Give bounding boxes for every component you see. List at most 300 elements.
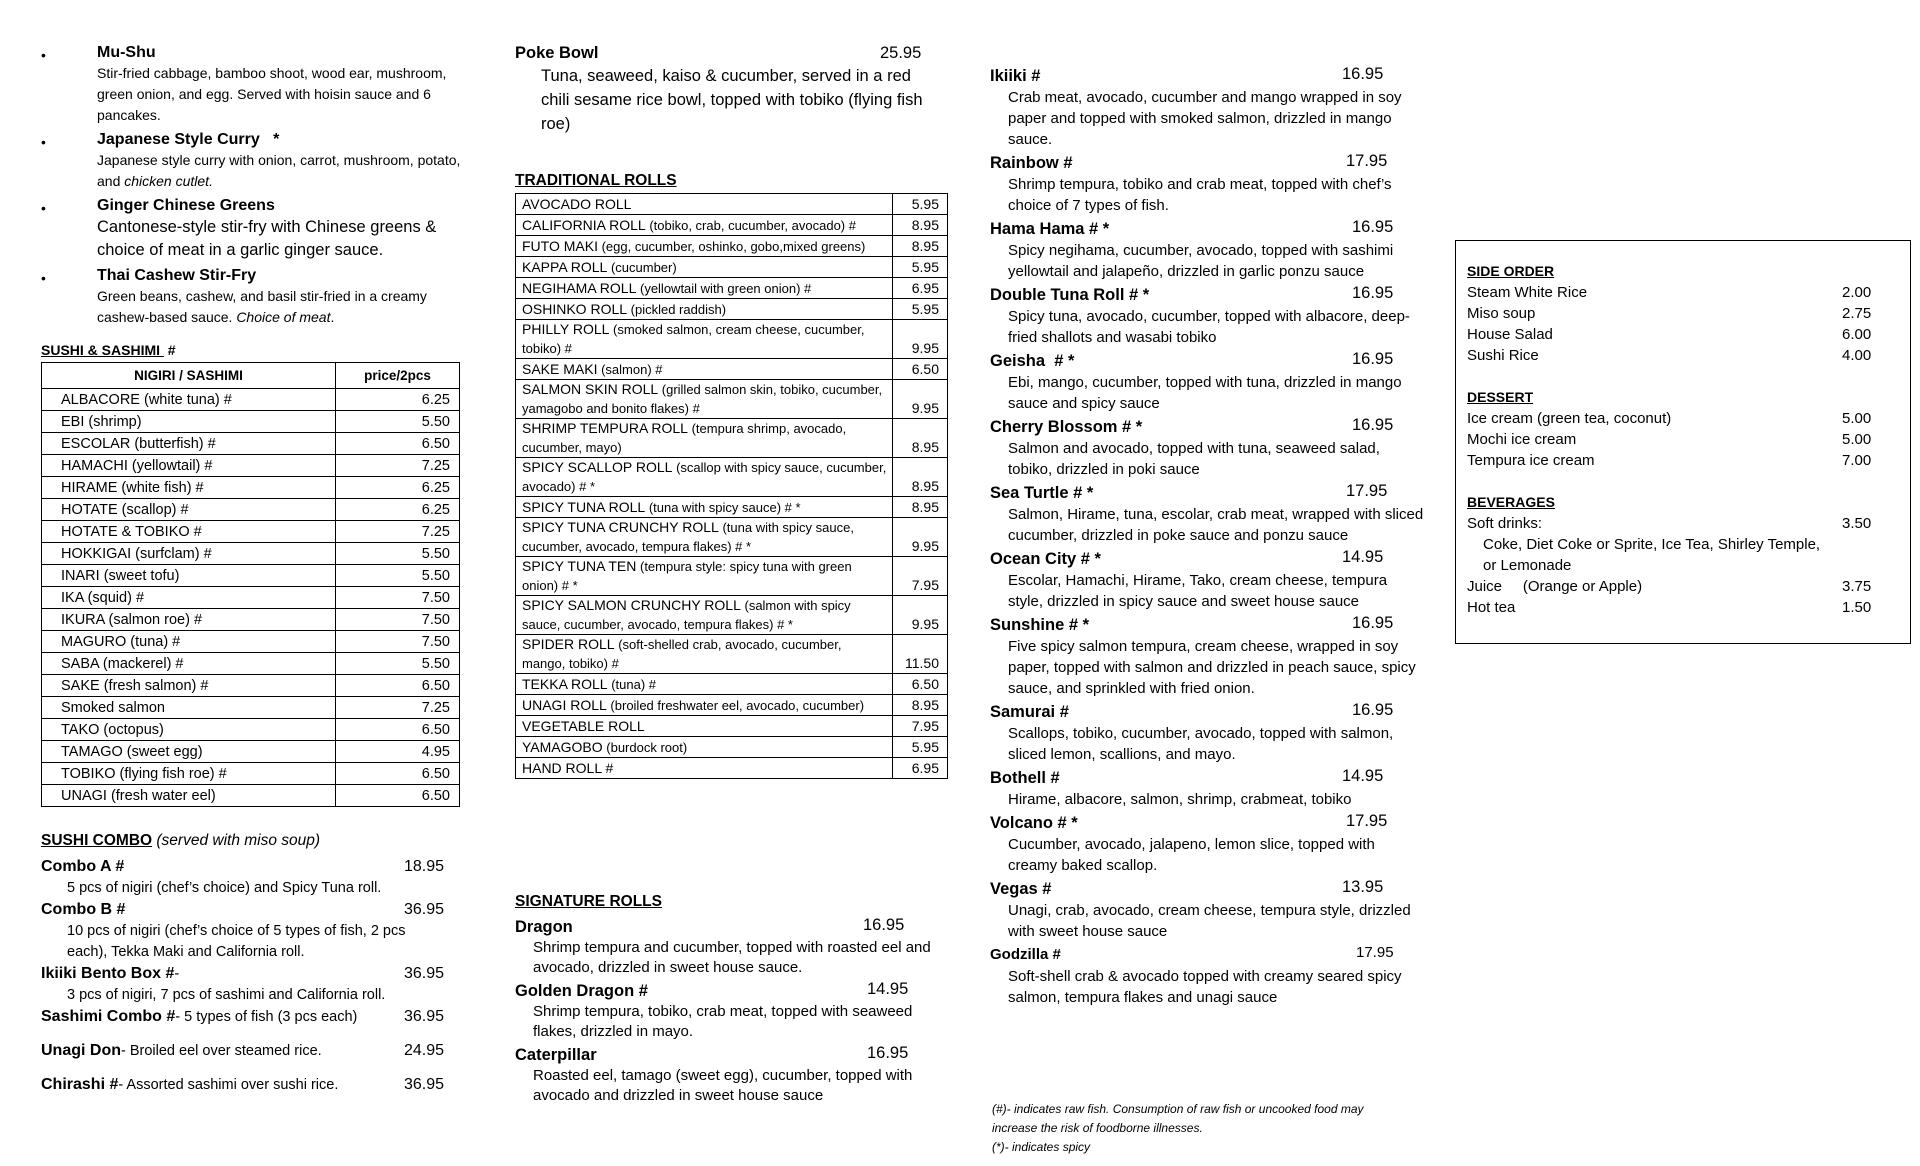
table-row (42, 543, 460, 565)
combo-price: 18.95 (404, 858, 445, 875)
roll-price: 5.95 (893, 194, 948, 215)
roll-name-cell (516, 695, 893, 716)
dessert-item (1467, 408, 1872, 429)
roll-name-cell (516, 257, 893, 278)
dessert-heading: DESSERT (1467, 389, 1534, 405)
roll-title: Sea Turtle # * (990, 484, 1094, 502)
roll-price: 6.95 (893, 758, 948, 779)
combo-list (41, 856, 471, 1096)
item-price: 2.75 (1842, 305, 1872, 322)
roll-price: 17.95 (1346, 812, 1388, 830)
roll-name-cell (516, 278, 893, 299)
signature-roll (990, 767, 1430, 810)
table-row (516, 557, 948, 596)
nigiri-name: EBI (shrimp) (42, 411, 336, 433)
roll-mark: # (608, 656, 619, 671)
roll-mark: # * (575, 479, 595, 494)
roll-detail: (soft-shelled crab, avocado, cucumber, mango, tobiko) (522, 637, 842, 671)
roll-name: SPICY TUNA ROLL (522, 499, 646, 515)
roll-description: Unagi, crab, avocado, cream cheese, tempura style, drizzled with sweet house sauce (1008, 902, 1411, 940)
roll-price: 16.95 (1342, 65, 1384, 83)
roll-title: Samurai # (990, 703, 1069, 721)
roll-price: 16.95 (1352, 701, 1394, 719)
signature-roll (990, 482, 1430, 546)
traditional-rolls-table (515, 193, 948, 779)
bullet: • (41, 200, 46, 216)
nigiri-price: 7.50 (336, 631, 460, 653)
roll-description: Ebi, mango, cucumber, topped with tuna, drizzled in mango sauce and spicy sauce (1008, 374, 1402, 412)
item-title: Ginger Chinese Greens (97, 197, 275, 214)
roll-detail: (burdock root) (602, 740, 688, 755)
beverage-juice: Juice (Orange or Apple) 3.75 (1467, 578, 1872, 595)
beverage-soft-drinks: Soft drinks: 3.50 (1467, 515, 1872, 532)
menu-item-ginger-greens (41, 195, 527, 262)
roll-name: OSHINKO ROLL (522, 301, 628, 317)
nigiri-price: 7.25 (336, 455, 460, 477)
nigiri-price: 5.50 (336, 565, 460, 587)
bullet: • (41, 47, 46, 63)
roll-name: SALMON SKIN ROLL (522, 381, 659, 397)
roll-price: 16.95 (1352, 284, 1394, 302)
roll-title: Sunshine # * (990, 616, 1090, 634)
combo-price: 36.95 (404, 901, 445, 918)
roll-title: Godzilla # (990, 946, 1061, 963)
roll-name: SPICY SALMON CRUNCHY ROLL (522, 597, 741, 613)
roll-name: HAND ROLL # (522, 760, 614, 776)
item-name: Sushi Rice (1467, 347, 1539, 364)
table-row (42, 719, 460, 741)
table-row (42, 433, 460, 455)
nigiri-price: 5.50 (336, 411, 460, 433)
table-row (42, 609, 460, 631)
item-price: 2.00 (1842, 284, 1872, 301)
roll-price: 5.95 (893, 257, 948, 278)
roll-price: 8.95 (893, 458, 948, 497)
roll-price: 8.95 (893, 695, 948, 716)
roll-price: 6.95 (893, 278, 948, 299)
roll-name-cell (516, 458, 893, 497)
roll-price: 17.95 (1356, 944, 1394, 961)
item-price: 4.00 (1842, 347, 1872, 364)
side-order-heading: SIDE ORDER (1467, 263, 1555, 279)
table-row (42, 763, 460, 785)
roll-title: Double Tuna Roll # * (990, 286, 1150, 304)
table-row (516, 215, 948, 236)
combo-price: 36.95 (404, 965, 445, 982)
table-row (516, 596, 948, 635)
nigiri-name: HOTATE & TOBIKO # (42, 521, 336, 543)
combo-item (41, 963, 471, 1006)
item-price: 5.00 (1842, 410, 1872, 427)
nigiri-price: 7.50 (336, 587, 460, 609)
roll-title: Hama Hama # * (990, 220, 1110, 238)
nigiri-name: ESCOLAR (butterfish) # (42, 433, 336, 455)
roll-name: SHRIMP TEMPURA ROLL (522, 420, 688, 436)
roll-mark: # (651, 362, 663, 377)
signature-roll (990, 548, 1430, 612)
combo-inline-desc: - 5 types of fish (3 pcs each) (175, 1009, 358, 1025)
dessert-item (1467, 429, 1872, 450)
roll-title: Ocean City # * (990, 550, 1101, 568)
signature-roll (990, 416, 1430, 480)
table-row (42, 587, 460, 609)
item-description: Cantonese-style stir-fry with Chinese greens & choice of meat in a garlic ginger sauce. (97, 218, 437, 259)
item-description: Stir-fried cabbage, bamboo shoot, wood ear, mushroom, green onion, and egg. Served with hoisin sauce and 6 pancakes. (97, 65, 447, 123)
roll-price: 16.95 (863, 916, 905, 934)
roll-mark: # * (781, 500, 801, 515)
roll-detail: (tobiko, crab, cucumber, avocado) (645, 218, 846, 233)
nigiri-name: HAMACHI (yellowtail) # (42, 455, 336, 477)
roll-mark: # (561, 341, 572, 356)
table-row (516, 359, 948, 380)
roll-price: 8.95 (893, 419, 948, 458)
nigiri-price: 5.50 (336, 543, 460, 565)
roll-name-cell (516, 380, 893, 419)
sushi-combo-heading: SUSHI COMBO (served with miso soup) (41, 832, 321, 849)
combo-price: 24.95 (404, 1042, 445, 1059)
roll-detail: (tuna with spicy sauce, cucumber, avocado, tempura flakes) (522, 520, 854, 554)
table-row (516, 716, 948, 737)
roll-name-cell (516, 320, 893, 359)
roll-name-cell (516, 518, 893, 557)
signature-roll (515, 980, 945, 1042)
roll-description: Soft-shell crab & avocado topped with creamy seared spicy salmon, tempura flakes and unagi sauce (1008, 968, 1402, 1006)
roll-detail: (smoked salmon, cream cheese, cucumber, tobiko) (522, 322, 865, 356)
roll-title: Golden Dragon # (515, 982, 648, 1000)
item-title: Mu-Shu (97, 44, 156, 61)
signature-roll (990, 65, 1430, 150)
item-description-italic: Choice of meat (236, 309, 331, 325)
table-row (516, 635, 948, 674)
nigiri-price: 6.50 (336, 719, 460, 741)
nigiri-name: IKA (squid) # (42, 587, 336, 609)
side-order-item (1467, 345, 1872, 366)
roll-description: Cucumber, avocado, jalapeno, lemon slice, topped with creamy baked scallop. (1008, 836, 1375, 874)
table-row (516, 194, 948, 215)
table-row (516, 497, 948, 518)
roll-name-cell (516, 674, 893, 695)
combo-inline-desc: - Assorted sashimi over sushi rice. (118, 1077, 339, 1093)
roll-title: Caterpillar (515, 1046, 597, 1064)
combo-item (41, 1040, 471, 1062)
menu-item-japanese-curry (41, 129, 527, 192)
roll-name: UNAGI ROLL (522, 697, 607, 713)
roll-detail: (cucumber) (607, 260, 677, 275)
nigiri-price: 5.50 (336, 653, 460, 675)
roll-name: NEGIHAMA ROLL (522, 280, 637, 296)
roll-name-cell (516, 215, 893, 236)
roll-price: 5.95 (893, 737, 948, 758)
roll-price: 8.95 (893, 215, 948, 236)
combo-inline-desc: - (174, 966, 180, 982)
roll-price: 9.95 (893, 596, 948, 635)
roll-description: Spicy tuna, avocado, cucumber, topped with albacore, deep-fried shallots and wasabi tobiko (1008, 308, 1410, 346)
combo-title: Combo B # (41, 901, 126, 918)
signature-roll (990, 152, 1430, 216)
roll-detail: (pickled raddish) (627, 302, 727, 317)
roll-mark: # * (558, 578, 578, 593)
roll-description: Spicy negihama, cucumber, avocado, topped with sashimi yellowtail and jalapeño, drizzled in garlic ponzu sauce (1008, 242, 1394, 280)
roll-name-cell (516, 299, 893, 320)
roll-description: Shrimp tempura and cucumber, topped with roasted eel and avocado, drizzled in sweet house sauce. (533, 939, 931, 976)
table-row (42, 389, 460, 411)
roll-title: Bothell # (990, 769, 1060, 787)
nigiri-name: INARI (sweet tofu) (42, 565, 336, 587)
roll-name: SPICY TUNA CRUNCHY ROLL (522, 519, 719, 535)
roll-name: FUTO MAKI (522, 238, 598, 254)
roll-price: 16.95 (1352, 218, 1394, 236)
roll-name-cell (516, 716, 893, 737)
column-header-price: price/2pcs (336, 363, 460, 389)
roll-mark: # * (773, 617, 793, 632)
signature-roll (990, 284, 1430, 348)
bullet: • (41, 134, 46, 150)
table-row (516, 278, 948, 299)
nigiri-price: 7.50 (336, 609, 460, 631)
roll-price: 9.95 (893, 518, 948, 557)
roll-title: Ikiiki # (990, 67, 1041, 85)
roll-detail: (egg, cucumber, oshinko, gobo,mixed greens) (597, 239, 866, 254)
table-row (42, 411, 460, 433)
side-order-box (1455, 240, 1911, 644)
poke-bowl (515, 42, 935, 136)
table-row (42, 631, 460, 653)
signature-roll (990, 878, 1430, 942)
signature-roll (990, 350, 1430, 414)
table-row (42, 675, 460, 697)
roll-name-cell (516, 419, 893, 458)
side-order-item (1467, 282, 1872, 303)
roll-description: Scallops, tobiko, cucumber, avocado, topped with salmon, sliced lemon, scallions, and mayo. (1008, 725, 1394, 763)
roll-description: Salmon, Hirame, tuna, escolar, crab meat, wrapped with sliced cucumber, drizzled in poke sauce and ponzu sauce (1008, 506, 1424, 544)
roll-mark: # (645, 677, 657, 692)
roll-mark: # (845, 218, 856, 233)
roll-detail: (tuna) (607, 677, 646, 692)
nigiri-name: Smoked salmon (42, 697, 336, 719)
table-row (42, 499, 460, 521)
nigiri-name: MAGURO (tuna) # (42, 631, 336, 653)
table-row (516, 419, 948, 458)
roll-description: Five spicy salmon tempura, cream cheese, wrapped in soy paper, topped with salmon and drizzled in peach sauce, spicy sauce, and sprinkled with fried onion. (1008, 638, 1416, 697)
nigiri-name: SABA (mackerel) # (42, 653, 336, 675)
roll-detail: (scallop with spicy sauce, cucumber, avocado) (522, 460, 887, 494)
beverages-heading: BEVERAGES (1467, 494, 1555, 510)
roll-price: 9.95 (893, 320, 948, 359)
roll-description: Shrimp tempura, tobiko and crab meat, topped with chef’s choice of 7 types of fish. (1008, 176, 1392, 214)
table-row (516, 380, 948, 419)
signature-roll (990, 812, 1430, 876)
item-price: 7.00 (1842, 452, 1872, 469)
roll-name: VEGETABLE ROLL (522, 718, 645, 734)
signature-roll (990, 944, 1430, 1008)
nigiri-name: IKURA (salmon roe) # (42, 609, 336, 631)
combo-price: 36.95 (404, 1008, 445, 1025)
nigiri-price: 6.25 (336, 389, 460, 411)
roll-price: 8.95 (893, 497, 948, 518)
roll-detail: (salmon) (597, 362, 652, 377)
item-description: Tuna, seaweed, kaiso & cucumber, served in a red chili sesame rice bowl, topped with tobiko (flying fish roe) (541, 67, 923, 133)
item-price: 25.95 (880, 44, 922, 62)
nigiri-name: TOBIKO (flying fish roe) # (42, 763, 336, 785)
roll-name: YAMAGOBO (522, 739, 603, 755)
roll-name: CALIFORNIA ROLL (522, 217, 646, 233)
roll-name: SPICY SCALLOP ROLL (522, 459, 673, 475)
roll-title: Vegas # (990, 880, 1052, 898)
item-price: 5.00 (1842, 431, 1872, 448)
nigiri-name: HIRAME (white fish) # (42, 477, 336, 499)
nigiri-price: 6.50 (336, 433, 460, 455)
menu-item-mushu (41, 42, 527, 126)
roll-detail: (grilled salmon skin, tobiko, cucumber, yamagobo and bonito flakes) (522, 382, 883, 416)
roll-name-cell (516, 596, 893, 635)
table-row (516, 674, 948, 695)
nigiri-name: HOKKIGAI (surfclam) # (42, 543, 336, 565)
roll-price: 5.95 (893, 299, 948, 320)
roll-title: Geisha # * (990, 352, 1075, 370)
combo-item (41, 899, 471, 963)
combo-inline-desc: - Broiled eel over steamed rice. (121, 1043, 322, 1059)
roll-name-cell (516, 635, 893, 674)
nigiri-price: 6.50 (336, 763, 460, 785)
nigiri-price: 6.50 (336, 675, 460, 697)
nigiri-table (41, 362, 460, 807)
dessert-item (1467, 450, 1872, 471)
roll-mark: # * (731, 539, 752, 554)
roll-description: Crab meat, avocado, cucumber and mango wrapped in soy paper and topped with smoked salmon, drizzled in mango sauce. (1008, 89, 1402, 148)
item-description: Green beans, cashew, and basil stir-fried in a creamy cashew-based sauce. (97, 288, 427, 325)
roll-mark: # (800, 281, 812, 296)
table-row (42, 697, 460, 719)
table-row (516, 758, 948, 779)
roll-price: 14.95 (1342, 767, 1384, 785)
table-row (516, 236, 948, 257)
column-header-name: NIGIRI / SASHIMI (42, 363, 336, 389)
nigiri-price: 7.25 (336, 521, 460, 543)
item-name: House Salad (1467, 326, 1553, 343)
nigiri-name: SAKE (fresh salmon) # (42, 675, 336, 697)
roll-title: Dragon (515, 918, 573, 936)
table-row (42, 477, 460, 499)
item-description-italic: chicken cutlet. (124, 173, 213, 189)
item-description: Japanese style curry with onion, carrot, mushroom, potato, and (97, 152, 461, 189)
signature-roll (990, 701, 1430, 765)
combo-item (41, 1006, 471, 1028)
signature-roll (515, 1044, 945, 1106)
roll-name: AVOCADO ROLL (522, 196, 632, 212)
roll-name-cell (516, 359, 893, 380)
table-row (42, 785, 460, 807)
roll-detail: (salmon with spicy sauce, cucumber, avocado, tempura flakes) (522, 598, 851, 632)
combo-title: Ikiiki Bento Box # (41, 965, 175, 982)
combo-item (41, 856, 471, 899)
roll-price: 16.95 (1352, 350, 1394, 368)
sushi-sashimi-heading: SUSHI & SASHIMI # (41, 342, 176, 358)
item-name: Steam White Rice (1467, 284, 1588, 301)
footnote: (#)- indicates raw fish. Consumption of raw fish or uncooked food may increase the risk of foodborne illnesses. (*)- indicates spicy (992, 1102, 1364, 1154)
item-name: Tempura ice cream (1467, 452, 1595, 469)
roll-price: 9.95 (893, 380, 948, 419)
item-title: Thai Cashew Stir-Fry (97, 267, 257, 284)
roll-name: TEKKA ROLL (522, 676, 608, 692)
table-row (42, 653, 460, 675)
roll-name-cell (516, 497, 893, 518)
side-order-item (1467, 303, 1872, 324)
nigiri-name: TAKO (octopus) (42, 719, 336, 741)
roll-detail: (broiled freshwater eel, avocado, cucumber) (606, 698, 865, 713)
nigiri-name: UNAGI (fresh water eel) (42, 785, 336, 807)
combo-description: 3 pcs of nigiri, 7 pcs of sashimi and California roll. (67, 987, 386, 1003)
roll-name: PHILLY ROLL (522, 321, 610, 337)
table-row (42, 455, 460, 477)
roll-description: Shrimp tempura, tobiko, crab meat, topped with seaweed flakes, drizzled in mayo. (533, 1003, 913, 1040)
roll-name: SAKE MAKI (522, 361, 598, 377)
item-title: Japanese Style Curry * (97, 131, 280, 148)
signature-roll (990, 218, 1430, 282)
table-row (42, 521, 460, 543)
combo-description: 5 pcs of nigiri (chef’s choice) and Spicy Tuna roll. (67, 880, 382, 896)
roll-price: 16.95 (867, 1044, 909, 1062)
table-row (516, 299, 948, 320)
roll-name-cell (516, 557, 893, 596)
roll-name: SPIDER ROLL (522, 636, 615, 652)
roll-price: 6.50 (893, 674, 948, 695)
combo-price: 36.95 (404, 1076, 445, 1093)
roll-name: SPICY TUNA TEN (522, 558, 637, 574)
roll-detail: (tuna with spicy sauce) (645, 500, 782, 515)
roll-description: Hirame, albacore, salmon, shrimp, crabmeat, tobiko (1008, 791, 1352, 808)
nigiri-price: 6.25 (336, 477, 460, 499)
roll-mark: # (688, 401, 700, 416)
combo-title: Combo A # (41, 858, 125, 875)
table-row (516, 257, 948, 278)
roll-price: 16.95 (1352, 416, 1394, 434)
roll-title: Volcano # * (990, 814, 1078, 832)
nigiri-name: TAMAGO (sweet egg) (42, 741, 336, 763)
roll-price: 8.95 (893, 236, 948, 257)
item-name: Ice cream (green tea, coconut) (1467, 410, 1672, 427)
roll-price: 16.95 (1352, 614, 1394, 632)
roll-description: Escolar, Hamachi, Hirame, Tako, cream cheese, tempura style, drizzled in spicy sauce and sweet house sauce (1008, 572, 1388, 610)
roll-name: KAPPA ROLL (522, 259, 608, 275)
traditional-rolls-heading: TRADITIONAL ROLLS (515, 172, 677, 189)
table-row (42, 741, 460, 763)
soft-drink-options: Coke, Diet Coke or Sprite, Ice Tea, Shirley Temple, or Lemonade (1483, 536, 1821, 574)
signature-roll (515, 916, 945, 978)
roll-price: 17.95 (1346, 152, 1388, 170)
nigiri-name: ALBACORE (white tuna) # (42, 389, 336, 411)
signature-roll (990, 614, 1430, 699)
item-title: Poke Bowl (515, 44, 599, 62)
table-row (42, 565, 460, 587)
roll-title: Cherry Blossom # * (990, 418, 1143, 436)
nigiri-price: 4.95 (336, 741, 460, 763)
roll-detail: (tempura style: spicy tuna with green onion) (522, 559, 852, 593)
roll-name-cell (516, 758, 893, 779)
combo-description: 10 pcs of nigiri (chef’s choice of 5 types of fish, 2 pcs each), Tekka Maki and California roll. (67, 923, 406, 960)
roll-description: Salmon and avocado, topped with tuna, seaweed salad, tobiko, drizzled in poki sauce (1008, 440, 1380, 478)
roll-title: Rainbow # (990, 154, 1073, 172)
signature-rolls-heading: SIGNATURE ROLLS (515, 893, 662, 910)
item-price: 6.00 (1842, 326, 1872, 343)
signature-rolls-list-continued (990, 65, 1430, 1010)
roll-price: 7.95 (893, 557, 948, 596)
roll-price: 14.95 (1342, 548, 1384, 566)
nigiri-price: 7.25 (336, 697, 460, 719)
signature-rolls-list (515, 916, 945, 1108)
item-name: Mochi ice cream (1467, 431, 1577, 448)
combo-title: Unagi Don (41, 1042, 121, 1059)
roll-price: 7.95 (893, 716, 948, 737)
